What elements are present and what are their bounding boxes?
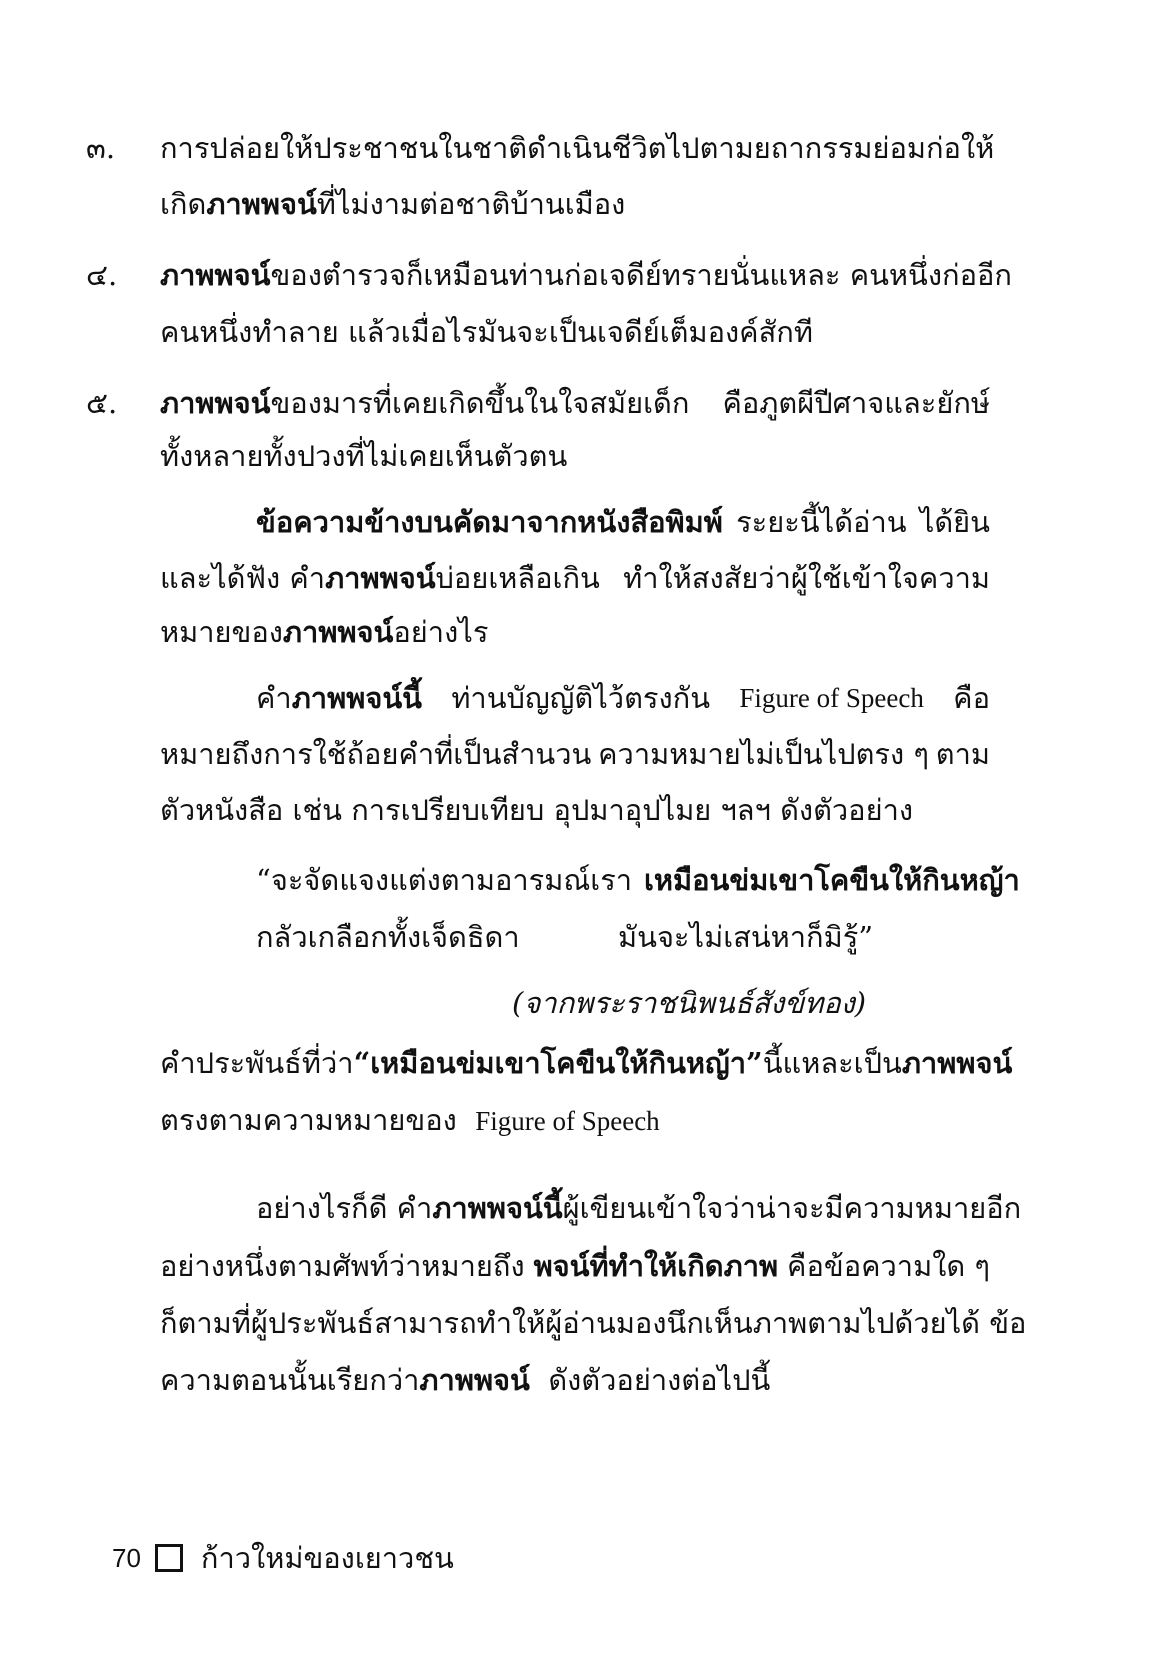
poem-source: (จากพระราชนิพนธ์สังข์ทอง) xyxy=(512,986,867,1020)
text: คำ xyxy=(256,681,292,715)
paragraph-line: ตัวหนังสือ เช่น การเปรียบเทียบ อุปมาอุปไมย ฯลฯ ดังตัวอย่าง xyxy=(160,793,914,827)
bold-term: ภาพพจน์ xyxy=(901,1046,1013,1080)
text: ตาม xyxy=(935,737,990,771)
text: ข้อความข้างบนคัดมาจากหนังสือพิมพ์ xyxy=(256,505,723,539)
poem-line: มันจะไม่เสน่หาก็มิรู้” xyxy=(618,920,874,954)
text: อย่างไร xyxy=(393,615,489,649)
book-title: ก้าวใหม่ของเยาวชน xyxy=(200,1541,454,1575)
paragraph-line xyxy=(160,1100,660,1141)
item-number: ๓. xyxy=(86,131,116,165)
item-line xyxy=(160,184,625,224)
text: ท่านบัญญัติไว้ตรงกัน xyxy=(451,681,711,715)
paragraph-line: ก็ตามที่ผู้ประพันธ์สามารถทำให้ผู้อ่านมองนึกเห็นภาพตามไปด้วยได้ ข้อ xyxy=(160,1306,1027,1340)
text: ความตอนนั้นเรียกว่า xyxy=(160,1363,420,1397)
text: หมายถึงการใช้ถ้อยคำที่เป็นสำนวน xyxy=(160,737,592,771)
text: นี้แหละเป็น xyxy=(762,1046,902,1080)
text: คือภูตผีปีศาจและยักษ์ xyxy=(722,386,990,420)
bold-term: ภาพพจน์ xyxy=(206,187,317,221)
text: ระยะนี้ได้อ่าน xyxy=(736,505,907,539)
bold-term: ภาพพจน์ xyxy=(419,1363,530,1397)
paragraph-line xyxy=(160,558,990,598)
text: หมายของ xyxy=(160,615,283,649)
paragraph-line xyxy=(256,1188,1022,1228)
page-footer xyxy=(112,1538,454,1578)
text: ย่อมก่อให้ xyxy=(872,131,995,165)
item-line xyxy=(160,383,990,423)
poem-line: กลัวเกลือกทั้งเจ็ดธิดา xyxy=(256,920,520,954)
latin-term: Figure of Speech xyxy=(739,683,924,713)
text: ได้ยิน xyxy=(919,505,990,539)
text: ที่ไม่งามต่อชาติบ้านเมือง xyxy=(316,187,626,221)
bold-term: ภาพพจน์ xyxy=(160,386,271,420)
text: อย่างหนึ่งตามศัพท์ว่าหมายถึง xyxy=(160,1249,525,1283)
text: คำประพันธ์ที่ว่า xyxy=(160,1046,354,1080)
paragraph-line xyxy=(256,502,990,542)
text: ตรงตามความหมายของ xyxy=(160,1103,457,1137)
bold-term: ภาพพจน์ xyxy=(325,561,436,595)
text: ของมารที่เคยเกิดขึ้นในใจสมัยเด็ก xyxy=(270,386,690,420)
paragraph-line xyxy=(160,1360,770,1400)
paragraph-line xyxy=(160,734,990,774)
bold-term: ภาพพจน์นี้ xyxy=(291,681,422,715)
item-number: ๔. xyxy=(86,258,118,292)
text: ดังตัวอย่างต่อไปนี้ xyxy=(548,1363,771,1397)
paragraph-line xyxy=(160,1246,990,1286)
paragraph-line xyxy=(160,612,488,652)
text: บ่อยเหลือเกิน xyxy=(435,561,600,595)
page-number: 70 xyxy=(112,1543,141,1573)
text: ของตำรวจก็เหมือนท่านก่อเจดีย์ทรายนั่นแหละ คนหนึ่งก่ออีก xyxy=(270,258,1012,292)
poem-line: “จะจัดแจงแต่งตามอารมณ์เรา xyxy=(256,863,633,897)
item-line xyxy=(160,128,995,168)
text: คือ xyxy=(953,681,990,715)
paragraph-line xyxy=(256,678,990,718)
text: คือข้อความใด ๆ xyxy=(787,1249,990,1283)
bold-term: ภาพพจน์ xyxy=(282,615,394,649)
text: การปล่อยให้ประชาชนในชาติดำเนินชีวิตไปตามยถากรรม xyxy=(160,131,873,165)
text: และได้ฟัง คำ xyxy=(160,561,326,595)
bold-term: พจน์ที่ทำให้เกิดภาพ xyxy=(533,1249,779,1283)
item-line: ทั้งหลายทั้งปวงที่ไม่เคยเห็นตัวตน xyxy=(160,439,568,473)
poem-line: เหมือนข่มเขาโคขืนให้กินหญ้า xyxy=(644,863,1020,897)
bold-term: ภาพพจน์นี้ xyxy=(432,1191,563,1225)
text: เกิด xyxy=(160,187,207,221)
square-icon xyxy=(155,1544,183,1572)
item-line: คนหนึ่งทำลาย แล้วเมื่อไรมันจะเป็นเจดีย์เต็มองค์สักที xyxy=(160,315,813,349)
item-line xyxy=(160,255,1012,295)
bold-term: “เหมือนข่มเขาโคขืนให้กินหญ้า” xyxy=(353,1046,763,1080)
text: ความหมายไม่เป็นไปตรง ๆ xyxy=(598,737,929,771)
bold-term: ภาพพจน์ xyxy=(160,258,271,292)
text: อย่างไรก็ดี คำ xyxy=(256,1191,433,1225)
text: ผู้เขียนเข้าใจว่าน่าจะมีความหมายอีก xyxy=(562,1191,1022,1225)
text: ทำให้สงสัยว่าผู้ใช้เข้าใจความ xyxy=(623,561,990,595)
paragraph-line xyxy=(160,1043,1013,1083)
latin-term: Figure of Speech xyxy=(475,1106,660,1136)
item-number: ๕. xyxy=(86,386,118,420)
